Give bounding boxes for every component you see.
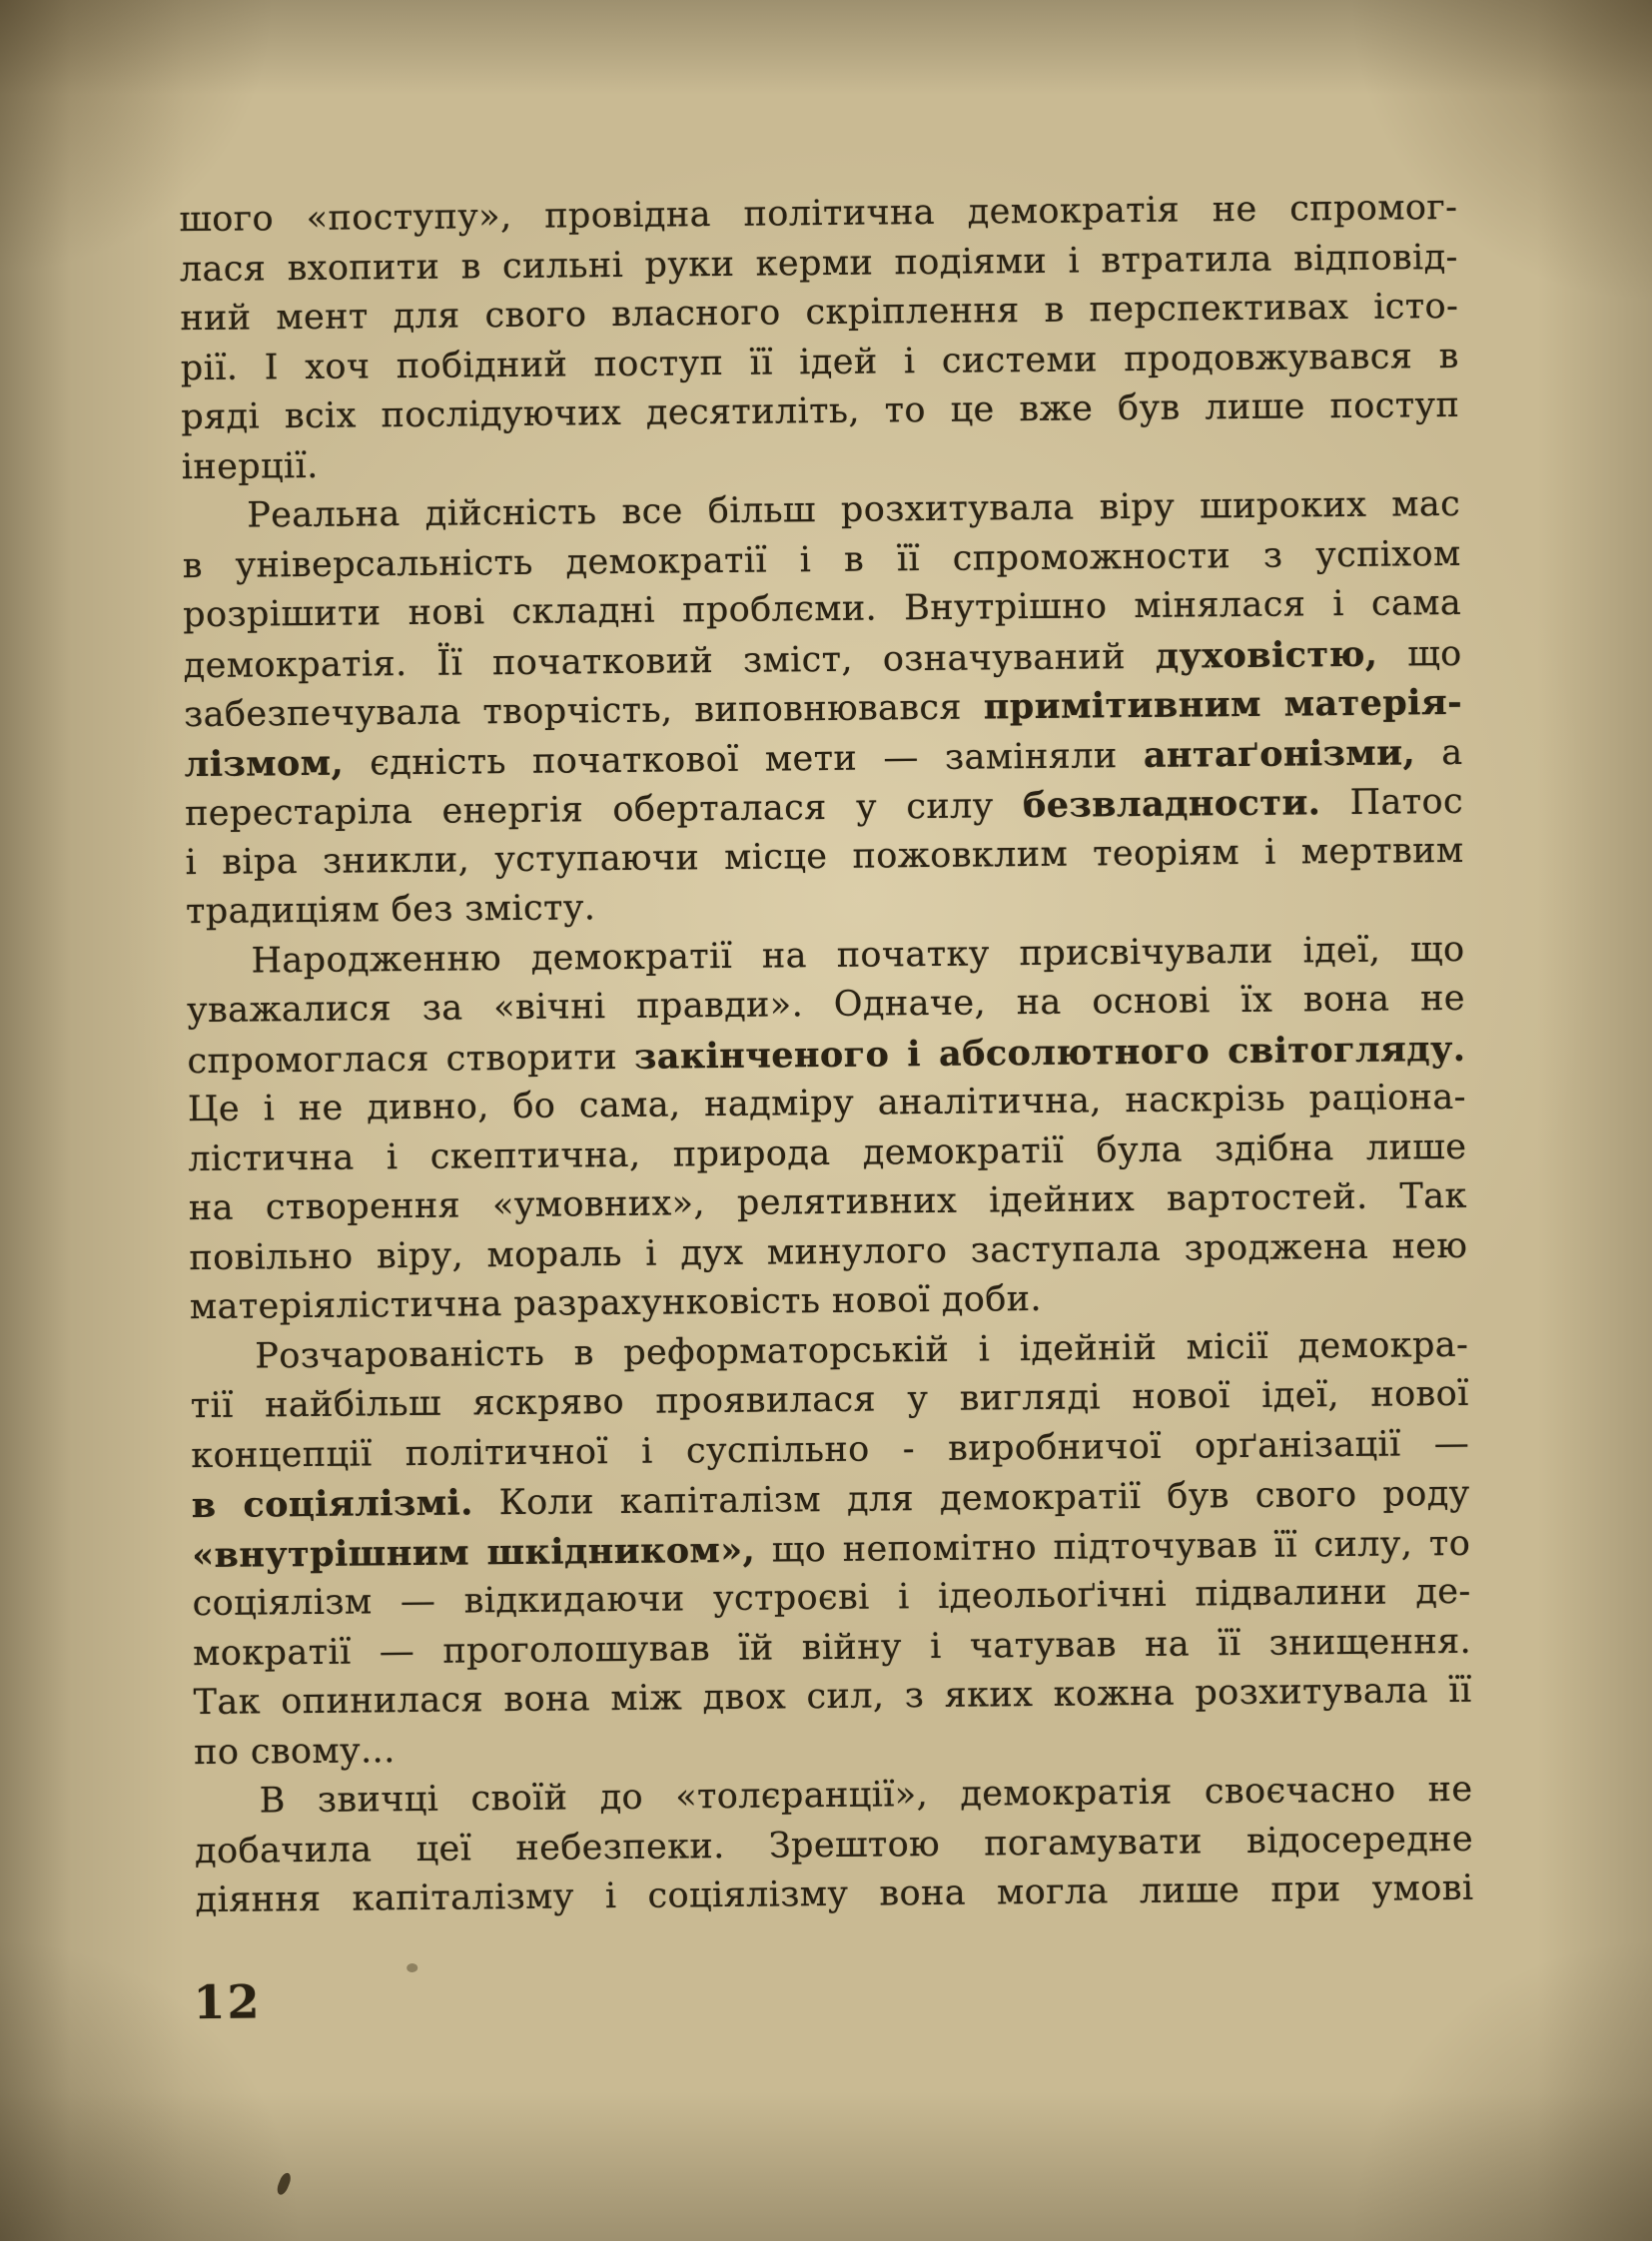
body-text: спромоглася створити — [187, 1037, 635, 1082]
body-text: рії. І хоч побідний поступ її ідей і системи продовжувався в — [180, 336, 1459, 388]
body-text: єдність початкової мети — заміняли — [343, 735, 1145, 784]
body-text: а — [1414, 732, 1463, 773]
body-text: забезпечувала творчість, виповнювався — [183, 687, 984, 736]
body-text: демократія. Її початковий зміст, означуваний — [183, 636, 1156, 686]
body-text: діяння капіталізму і соціялізму вона могла лише при умові — [195, 1868, 1474, 1921]
page-number: 12 — [193, 1974, 262, 2030]
body-text: лася вхопити в сильні руки керми подіями і втратила відповід- — [179, 237, 1458, 290]
body-text: Реальна дійсність все більш розхитувала віру широких мас — [247, 483, 1461, 536]
body-text: по свому... — [193, 1730, 396, 1773]
body-text: Так опинилася вона між двох сил, з яких кожна розхитувала її — [193, 1670, 1472, 1724]
body-text: ряді всіх послідуючих десятиліть, то це вже був лише поступ — [181, 384, 1460, 438]
paragraph — [182, 480, 1464, 938]
body-text: ний мент для свого власного скріплення в перспективах істо- — [180, 286, 1459, 340]
body-text: Коли капіталізм для демократії був свого роду — [472, 1473, 1470, 1524]
body-text: уважалися за «вічні правди». Одначе, на основі їх вона не — [186, 978, 1466, 1032]
body-text: лістична і скептична, природа демократії була здібна лише — [188, 1126, 1467, 1179]
body-text: на створення «умовних», релятивних ідейних вартостей. Так — [188, 1175, 1468, 1229]
body-text: що непомітно підточував її силу, то — [754, 1523, 1471, 1571]
body-text: Розчарованість в реформаторській і ідейній місії демокра- — [255, 1324, 1469, 1377]
emphasized-text: безвладности. — [1022, 782, 1321, 827]
ink-speck — [275, 2171, 293, 2196]
body-text: тії найбільш яскряво проявилася у вигляді нової ідеї, нової — [190, 1373, 1469, 1427]
body-text: розрішити нові складні проблєми. Внутрішно мінялася і сама — [182, 582, 1462, 636]
paragraph — [179, 184, 1460, 492]
body-text: що — [1377, 633, 1462, 675]
emphasized-text: лізмом, — [184, 742, 345, 785]
body-text: мократії — проголошував їй війну і чатував на її знищення. — [192, 1621, 1472, 1674]
emphasized-text: антаґонізми, — [1143, 731, 1416, 776]
body-text: інерції. — [181, 445, 319, 487]
emphasized-text: «внутрішним шкідником», — [192, 1529, 756, 1576]
paragraph — [186, 925, 1468, 1332]
body-text: Народженню демократії на початку присвічували ідеї, що — [251, 929, 1465, 982]
ink-speck — [407, 1963, 417, 1972]
emphasized-text: в соціялізмі. — [191, 1482, 473, 1527]
emphasized-text: духовістю, — [1155, 633, 1378, 677]
body-text: повільно віру, мораль і дух минулого заступала зроджена нею — [189, 1225, 1468, 1278]
body-text: В звичці своїй до «толєранції», демократія своєчасно не — [259, 1769, 1473, 1822]
body-text: і віра зникли, уступаючи місце пожовклим теоріям і мертвим — [185, 830, 1464, 883]
paragraph — [194, 1766, 1473, 1926]
body-text: матеріялістична разрахунковість нової доби. — [189, 1278, 1043, 1328]
body-text: в універсальність демократії і в її спроможности з успіхом — [182, 533, 1461, 586]
body-text: перестаріла енергія оберталася у силу — [184, 786, 1024, 835]
paragraph — [190, 1320, 1472, 1778]
body-text: добачила цеї небезпеки. Зрештою погамувати відосередне — [194, 1819, 1474, 1872]
body-text: Це і не дивно, бо сама, надміру аналітична, наскрізь раціона- — [187, 1077, 1467, 1130]
body-text: традиціям без змісту. — [185, 888, 596, 933]
emphasized-text: закінченого і абсолютного світогляду. — [633, 1028, 1466, 1078]
page-text — [179, 184, 1474, 1926]
body-text: Патос — [1320, 781, 1464, 824]
body-text: концепції політичної і суспільно - виробничої орґанізації — — [191, 1423, 1470, 1476]
body-text: соціялізм — відкидаючи устроєві і ідеольоґічні підвалини де- — [192, 1571, 1471, 1625]
emphasized-text: примітивним матерія- — [983, 681, 1463, 728]
body-text: шого «поступу», провідна політична демократія не спромог- — [179, 187, 1458, 241]
